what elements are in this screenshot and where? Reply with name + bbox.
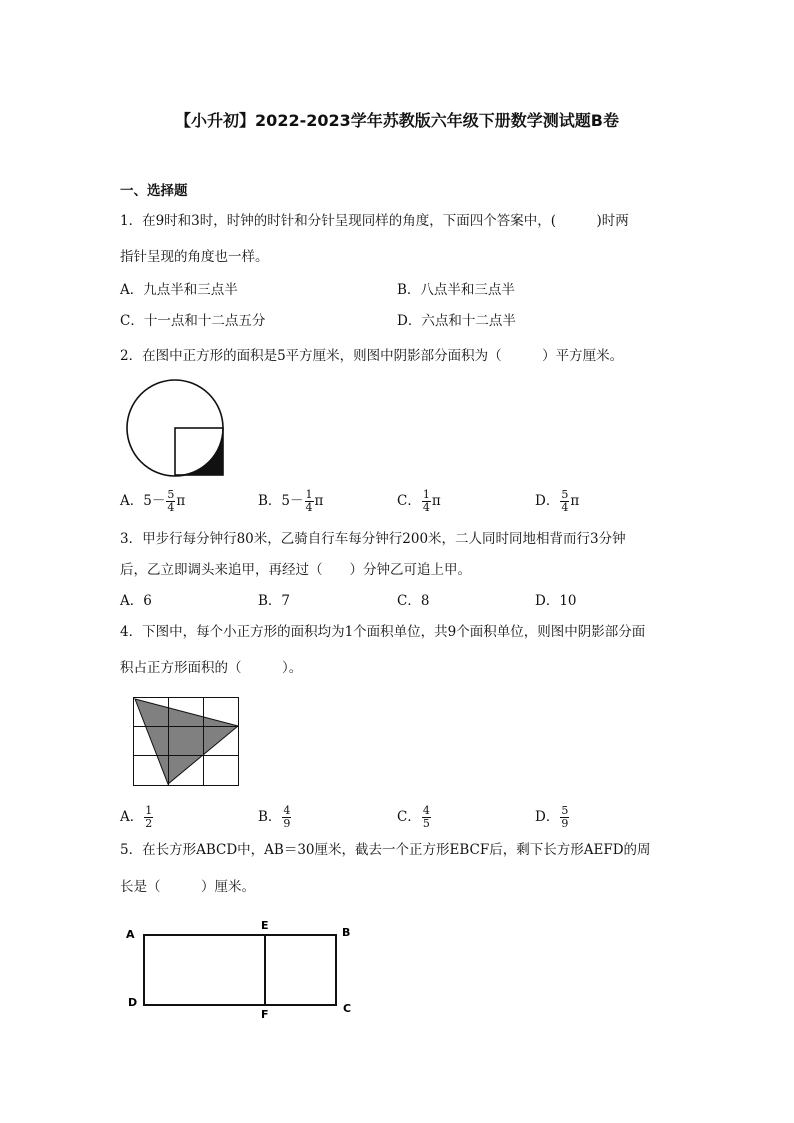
- q1-option-a: A．九点半和三点半: [120, 282, 238, 298]
- q2-d-numerator: 5: [561, 488, 569, 501]
- q4-c-denominator: 5: [422, 817, 430, 830]
- q4-option-b: [258, 805, 292, 830]
- q4-b-prefix: B．: [258, 809, 282, 825]
- q4-grid-figure: [133, 697, 239, 786]
- q2-b-fraction: [305, 489, 314, 514]
- q2-c-prefix: C．: [397, 493, 421, 509]
- q1-option-d: D．六点和十二点半: [397, 313, 516, 329]
- q3-stem-line2: 后，乙立即调头来追甲，再经过（ ）分钟乙可追上甲。: [120, 562, 471, 578]
- q4-c-numerator: 4: [422, 804, 430, 817]
- q2-stem: 2．在图中正方形的面积是5平方厘米，则图中阴影部分面积为（ ）平方厘米。: [120, 348, 624, 364]
- q3-option-b: B．7: [258, 593, 291, 609]
- q4-a-prefix: A．: [120, 809, 144, 825]
- q2-option-b: [258, 489, 323, 514]
- q5-label-d: D: [128, 996, 138, 1009]
- q5-rectangle-figure: [120, 918, 360, 1021]
- q1-stem-line2: 指针呈现的角度也一样。: [120, 249, 269, 265]
- q4-stem-line1: 4．下图中，每个小正方形的面积均为1个面积单位，共9个面积单位，则图中阴影部分面: [120, 624, 646, 640]
- q4-c-prefix: C．: [397, 809, 421, 825]
- page-title: 【小升初】2022-2023学年苏教版六年级下册数学测试题B卷: [175, 111, 619, 130]
- q2-c-denominator: 4: [422, 501, 430, 514]
- section-heading: 一、选择题: [120, 183, 188, 199]
- q4-d-fraction: [560, 805, 569, 830]
- q4-d-prefix: D．: [535, 809, 560, 825]
- q2-a-fraction: [166, 489, 175, 514]
- q3-stem-line1: 3．甲步行每分钟行80米，乙骑自行车每分钟行200米，二人同时同地相背而行3分钟: [120, 531, 626, 547]
- q4-a-numerator: 1: [145, 804, 153, 817]
- q2-b-numerator: 1: [305, 488, 313, 501]
- q2-b-suffix: π: [314, 493, 324, 509]
- q2-d-prefix: D．: [535, 493, 560, 509]
- q1-stem-line1: 1．在9时和3时，时钟的时针和分针呈现同样的角度，下面四个答案中，( )时两: [120, 213, 629, 229]
- q4-option-d: [535, 805, 570, 830]
- q2-d-denominator: 4: [561, 501, 569, 514]
- q2-b-denominator: 4: [305, 501, 313, 514]
- q2-a-numerator: 5: [167, 488, 175, 501]
- q4-d-denominator: 9: [561, 817, 569, 830]
- q2-b-prefix: B．5－: [258, 493, 304, 509]
- q1-option-c: C．十一点和十二点五分: [120, 313, 266, 329]
- q2-a-suffix: π: [176, 493, 186, 509]
- q5-label-b: B: [342, 926, 351, 939]
- q4-b-numerator: 4: [283, 804, 291, 817]
- q5-label-a: A: [126, 928, 135, 941]
- q4-shaded-triangle: [135, 699, 238, 784]
- q2-d-suffix: π: [570, 493, 580, 509]
- q5-stem-line1: 5．在长方形ABCD中，AB＝30厘米，截去一个正方形EBCF后，剩下长方形AEFD的周: [120, 842, 651, 858]
- q4-b-denominator: 9: [283, 817, 291, 830]
- q4-stem-line2: 积占正方形面积的（ ）。: [120, 660, 303, 676]
- q1-option-b: B．八点半和三点半: [397, 282, 515, 298]
- q4-c-fraction: [422, 805, 431, 830]
- q5-stem-line2: 长是（ ）厘米。: [120, 879, 255, 895]
- q2-c-suffix: π: [431, 493, 441, 509]
- q5-rectangle-abcd: [144, 935, 336, 1005]
- q3-option-d: D．10: [535, 593, 577, 609]
- q2-c-fraction: [422, 489, 431, 514]
- q4-a-denominator: 2: [145, 817, 153, 830]
- q4-option-a: [120, 805, 154, 830]
- q4-option-c: [397, 805, 432, 830]
- q2-option-c: [397, 489, 441, 514]
- q2-c-numerator: 1: [422, 488, 430, 501]
- q2-a-denominator: 4: [167, 501, 175, 514]
- q3-option-a: A．6: [120, 593, 152, 609]
- q2-shaded-region: [175, 428, 223, 475]
- q2-a-prefix: A．5－: [120, 493, 166, 509]
- q5-label-c: C: [343, 1002, 352, 1015]
- q4-a-fraction: [144, 805, 153, 830]
- q2-option-d: [535, 489, 579, 514]
- q2-d-fraction: [560, 489, 569, 514]
- q4-b-fraction: [282, 805, 291, 830]
- q2-circle-square-figure: [124, 380, 228, 478]
- q4-d-numerator: 5: [561, 804, 569, 817]
- q5-label-e: E: [261, 919, 269, 932]
- q5-label-f: F: [261, 1008, 269, 1021]
- q3-option-c: C．8: [397, 593, 430, 609]
- q2-option-a: [120, 489, 185, 514]
